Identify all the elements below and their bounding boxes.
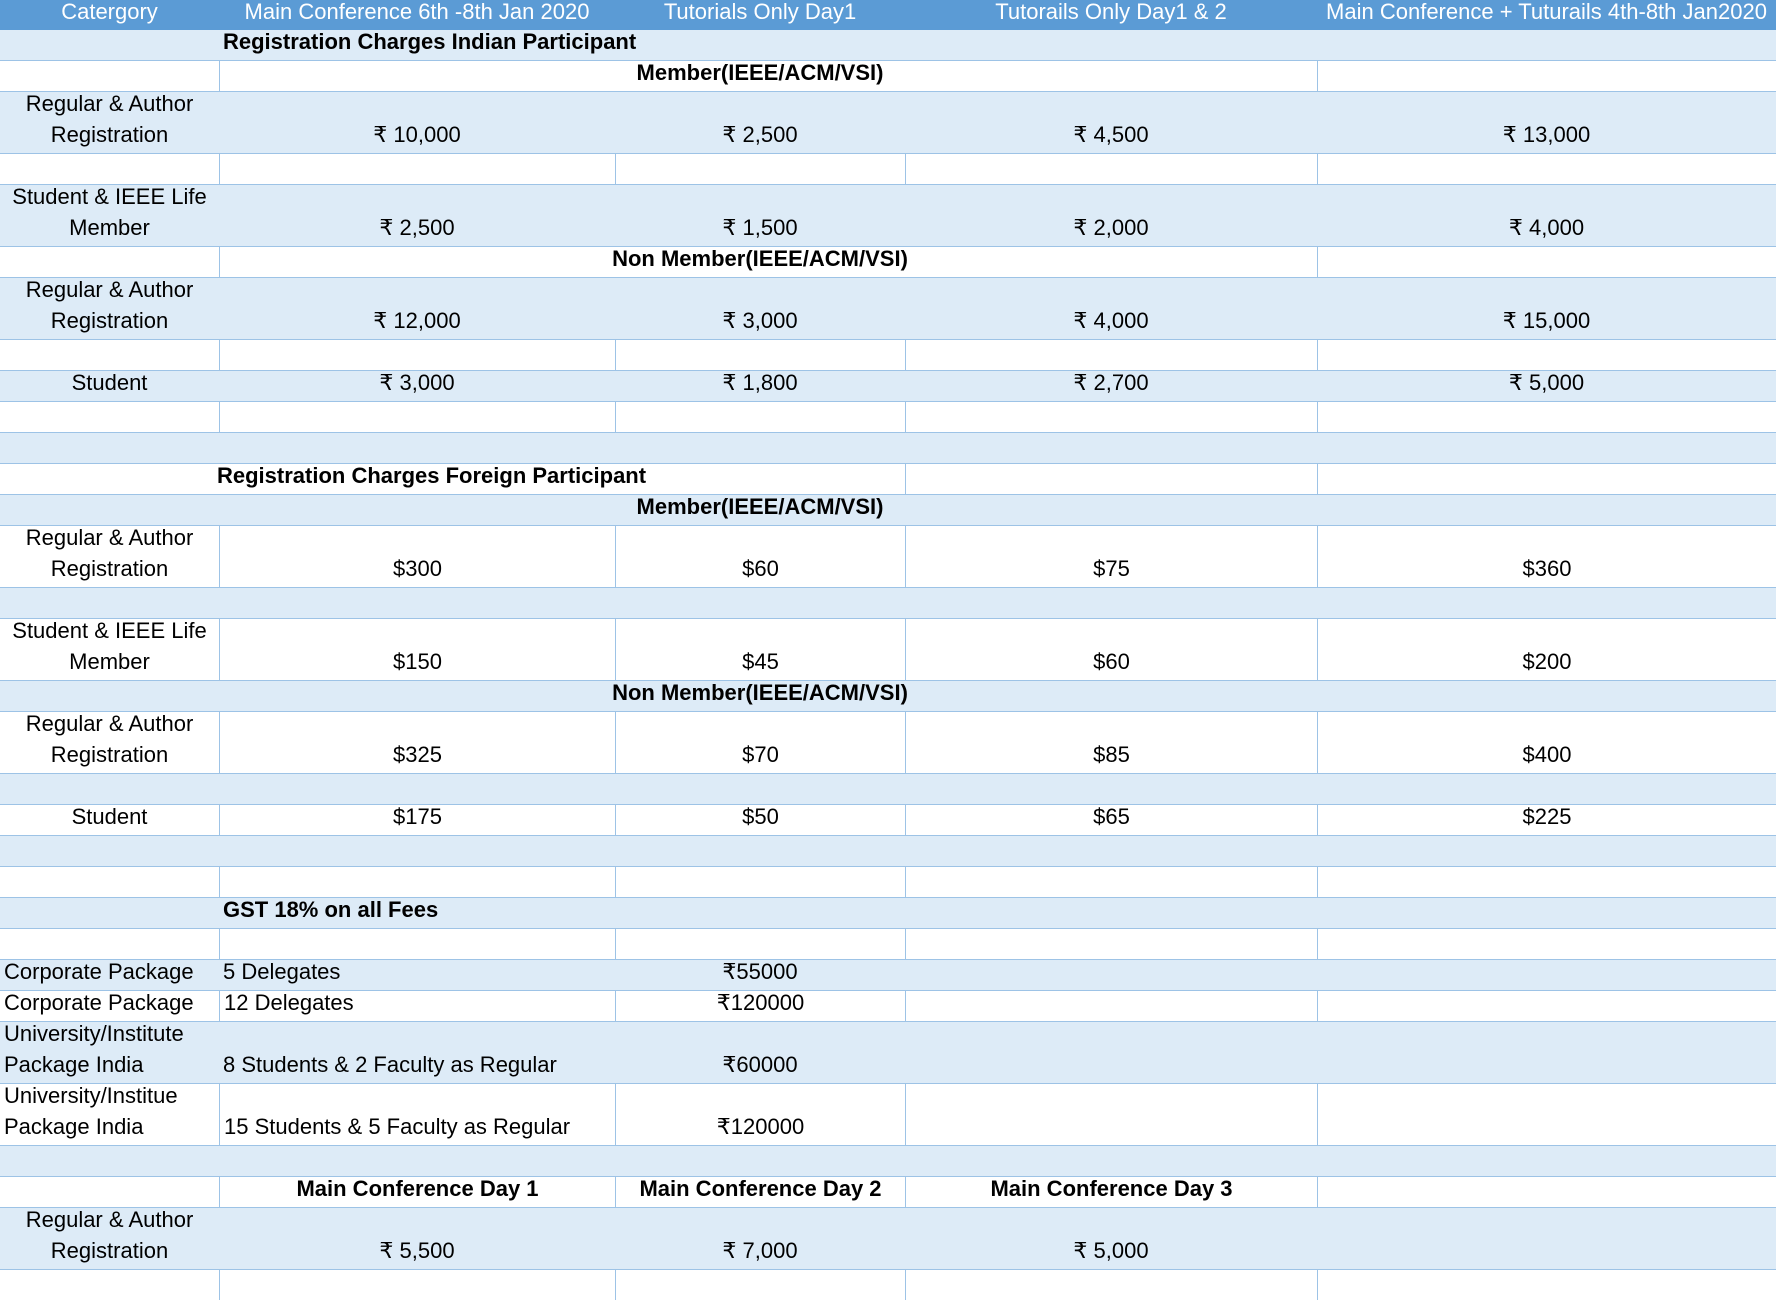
indian-member-row-regular bbox=[0, 92, 1776, 154]
fee-cell[interactable]: $200 bbox=[1317, 619, 1776, 680]
package-description[interactable]: 15 Students & 5 Faculty as Regular bbox=[219, 1084, 615, 1145]
cell[interactable] bbox=[1317, 247, 1776, 277]
foreign-nonmember-label-row bbox=[0, 681, 1776, 712]
category-cell[interactable] bbox=[0, 526, 219, 587]
cell[interactable] bbox=[1317, 61, 1776, 91]
header-tutorials-day1[interactable]: Tutorials Only Day1 bbox=[663, 0, 857, 24]
day2-header[interactable]: Main Conference Day 2 bbox=[615, 1177, 905, 1207]
cell[interactable] bbox=[615, 340, 905, 370]
fee-cell[interactable]: $85 bbox=[905, 712, 1317, 773]
cell[interactable] bbox=[615, 867, 905, 897]
fee-cell[interactable]: ₹ 5,000 bbox=[1508, 370, 1585, 395]
indian-nonmember-label[interactable]: Non Member(IEEE/ACM/VSI) bbox=[612, 246, 908, 271]
cell[interactable] bbox=[219, 154, 615, 184]
category-line1: Regular & Author bbox=[25, 277, 194, 302]
package-category[interactable] bbox=[0, 1084, 219, 1145]
cell[interactable] bbox=[905, 154, 1317, 184]
fee-cell[interactable]: ₹ 12,000 bbox=[373, 308, 461, 333]
indian-section-title[interactable]: Registration Charges Indian Participant bbox=[223, 29, 637, 54]
fee-cell[interactable]: ₹ 1,800 bbox=[722, 370, 798, 395]
package-description[interactable]: 12 Delegates bbox=[219, 991, 615, 1021]
category-line1: Student & IEEE Life bbox=[12, 184, 207, 209]
category-line2: Registration bbox=[50, 1238, 169, 1263]
fee-cell[interactable]: $175 bbox=[219, 805, 615, 835]
cell[interactable] bbox=[219, 402, 615, 432]
indian-member-label[interactable]: Member(IEEE/ACM/VSI) bbox=[636, 60, 884, 85]
fee-cell[interactable]: ₹ 1,500 bbox=[722, 215, 798, 240]
fee-cell[interactable]: ₹ 2,500 bbox=[722, 122, 798, 147]
day-wise-header-row bbox=[0, 1177, 1776, 1208]
category-line2: Registration bbox=[50, 122, 169, 147]
category-line2: Registration bbox=[50, 742, 169, 767]
fee-cell[interactable]: $325 bbox=[219, 712, 615, 773]
fee-cell[interactable]: ₹ 5,500 bbox=[379, 1238, 455, 1263]
package-description[interactable]: 8 Students & 2 Faculty as Regular bbox=[223, 1052, 557, 1077]
fee-cell[interactable]: ₹ 2,000 bbox=[1073, 215, 1149, 240]
fee-cell[interactable]: $45 bbox=[615, 619, 905, 680]
empty-row bbox=[0, 1270, 1776, 1300]
package-price[interactable]: ₹120000 bbox=[615, 1084, 905, 1145]
cell[interactable] bbox=[1317, 402, 1776, 432]
fee-cell[interactable]: ₹ 2,500 bbox=[379, 215, 455, 240]
cell[interactable] bbox=[219, 61, 615, 91]
fee-cell[interactable]: $60 bbox=[905, 619, 1317, 680]
day1-header[interactable]: Main Conference Day 1 bbox=[219, 1177, 615, 1207]
cell[interactable] bbox=[1317, 1177, 1776, 1207]
cell[interactable] bbox=[1317, 1084, 1776, 1145]
indian-nonmember-row-student bbox=[0, 371, 1776, 402]
category-cell[interactable] bbox=[0, 185, 219, 246]
fee-cell[interactable]: $225 bbox=[1317, 805, 1776, 835]
fee-cell[interactable]: $150 bbox=[219, 619, 615, 680]
empty-row bbox=[0, 154, 1776, 185]
fee-cell[interactable]: ₹ 13,000 bbox=[1502, 122, 1591, 147]
category-cell[interactable]: Student bbox=[71, 370, 148, 395]
fee-cell[interactable]: ₹ 2,700 bbox=[1073, 370, 1149, 395]
fee-cell[interactable]: ₹ 15,000 bbox=[1502, 308, 1591, 333]
category-line1: Student & IEEE Life bbox=[12, 618, 207, 643]
cell[interactable] bbox=[1317, 929, 1776, 959]
header-category[interactable]: Catergory bbox=[61, 0, 158, 24]
empty-row bbox=[0, 588, 1776, 619]
header-main-plus-tutorials[interactable]: Main Conference + Tuturails 4th-8th Jan2020 bbox=[1326, 0, 1767, 24]
category-cell[interactable] bbox=[0, 278, 219, 339]
fee-cell[interactable]: ₹ 5,000 bbox=[1073, 1238, 1149, 1263]
fee-cell[interactable]: ₹ 4,000 bbox=[1073, 308, 1149, 333]
foreign-member-label[interactable]: Member(IEEE/ACM/VSI) bbox=[636, 494, 884, 519]
category-line1: Regular & Author bbox=[25, 1207, 194, 1232]
cell[interactable] bbox=[1317, 154, 1776, 184]
foreign-member-row-student bbox=[0, 619, 1776, 681]
category-line2: Registration bbox=[50, 556, 169, 581]
gst-row bbox=[0, 898, 1776, 929]
cell[interactable] bbox=[219, 340, 615, 370]
package-row bbox=[0, 1022, 1776, 1084]
package-price[interactable]: ₹55000 bbox=[722, 959, 798, 984]
cell[interactable] bbox=[615, 1270, 905, 1300]
fee-cell[interactable]: ₹ 3,000 bbox=[379, 370, 455, 395]
foreign-section-title[interactable]: Registration Charges Foreign Participant bbox=[217, 463, 647, 488]
gst-note[interactable]: GST 18% on all Fees bbox=[223, 897, 439, 922]
indian-nonmember-row-regular bbox=[0, 278, 1776, 340]
fee-cell[interactable]: ₹ 10,000 bbox=[373, 122, 461, 147]
fee-cell[interactable]: ₹ 4,000 bbox=[1508, 215, 1585, 240]
package-price[interactable]: ₹60000 bbox=[722, 1052, 798, 1077]
cell[interactable] bbox=[905, 1270, 1317, 1300]
category-cell[interactable] bbox=[0, 1208, 219, 1269]
category-line2: Package India bbox=[4, 1052, 144, 1077]
category-cell[interactable] bbox=[0, 712, 219, 773]
fee-cell[interactable]: $50 bbox=[615, 805, 905, 835]
foreign-member-row-regular bbox=[0, 526, 1776, 588]
cell[interactable] bbox=[219, 1270, 615, 1300]
category-line2: Package India bbox=[4, 1114, 144, 1139]
empty-row bbox=[0, 402, 1776, 433]
category-cell[interactable]: Student bbox=[71, 804, 148, 829]
cell[interactable] bbox=[219, 247, 615, 277]
empty-row bbox=[0, 836, 1776, 867]
day-wise-row bbox=[0, 1208, 1776, 1270]
fee-cell[interactable]: $65 bbox=[905, 805, 1317, 835]
cell[interactable] bbox=[1317, 340, 1776, 370]
header-tutorials-day12[interactable]: Tutorails Only Day1 & 2 bbox=[995, 0, 1227, 24]
foreign-nonmember-label[interactable]: Non Member(IEEE/ACM/VSI) bbox=[612, 680, 908, 705]
fee-cell[interactable]: ₹ 4,500 bbox=[1073, 122, 1149, 147]
cell[interactable] bbox=[1317, 991, 1776, 1021]
cell[interactable] bbox=[219, 867, 615, 897]
fee-cell[interactable]: $75 bbox=[905, 526, 1317, 587]
indian-member-label-row bbox=[0, 61, 1776, 92]
indian-nonmember-label-row bbox=[0, 247, 1776, 278]
package-row bbox=[0, 1084, 1776, 1146]
cell[interactable] bbox=[1317, 464, 1776, 494]
indian-member-row-student bbox=[0, 185, 1776, 247]
cell[interactable] bbox=[905, 867, 1317, 897]
fee-cell[interactable]: $300 bbox=[219, 526, 615, 587]
category-line1: Regular & Author bbox=[25, 711, 194, 736]
package-description[interactable]: 5 Delegates bbox=[223, 959, 341, 984]
fee-cell[interactable]: $400 bbox=[1317, 712, 1776, 773]
fee-cell[interactable]: ₹ 3,000 bbox=[722, 308, 798, 333]
fee-cell[interactable]: $70 bbox=[615, 712, 905, 773]
cell[interactable] bbox=[615, 154, 905, 184]
package-category[interactable] bbox=[0, 1022, 219, 1083]
category-line2: Member bbox=[69, 649, 150, 674]
cell[interactable] bbox=[905, 340, 1317, 370]
foreign-member-label-row bbox=[0, 495, 1776, 526]
cell[interactable] bbox=[905, 1084, 1317, 1145]
foreign-nonmember-row-student bbox=[0, 805, 1776, 836]
cell[interactable] bbox=[905, 991, 1317, 1021]
cell[interactable] bbox=[905, 464, 1317, 494]
day3-header[interactable]: Main Conference Day 3 bbox=[905, 1177, 1317, 1207]
foreign-nonmember-row-regular bbox=[0, 712, 1776, 774]
category-line1: Regular & Author bbox=[25, 525, 194, 550]
category-line2: Registration bbox=[50, 308, 169, 333]
category-line2: Member bbox=[69, 215, 150, 240]
cell[interactable] bbox=[1317, 867, 1776, 897]
package-row bbox=[0, 991, 1776, 1022]
fee-cell[interactable]: $60 bbox=[615, 526, 905, 587]
cell[interactable] bbox=[219, 929, 615, 959]
category-line1: Regular & Author bbox=[25, 91, 194, 116]
fee-cell[interactable]: $360 bbox=[1317, 526, 1776, 587]
header-main-conference[interactable]: Main Conference 6th -8th Jan 2020 bbox=[244, 0, 590, 24]
category-line1: University/Institue bbox=[4, 1083, 178, 1108]
package-category[interactable]: Corporate Package bbox=[4, 990, 194, 1015]
cell[interactable] bbox=[905, 929, 1317, 959]
package-category[interactable]: Corporate Package bbox=[4, 959, 194, 984]
fee-cell[interactable]: ₹ 7,000 bbox=[722, 1238, 798, 1263]
package-price[interactable]: ₹120000 bbox=[615, 991, 905, 1021]
category-cell[interactable] bbox=[0, 619, 219, 680]
cell[interactable] bbox=[1317, 1270, 1776, 1300]
category-line1: University/Institute bbox=[4, 1021, 184, 1046]
cell[interactable] bbox=[615, 929, 905, 959]
category-cell[interactable] bbox=[0, 92, 219, 153]
cell[interactable] bbox=[905, 402, 1317, 432]
cell[interactable] bbox=[615, 402, 905, 432]
